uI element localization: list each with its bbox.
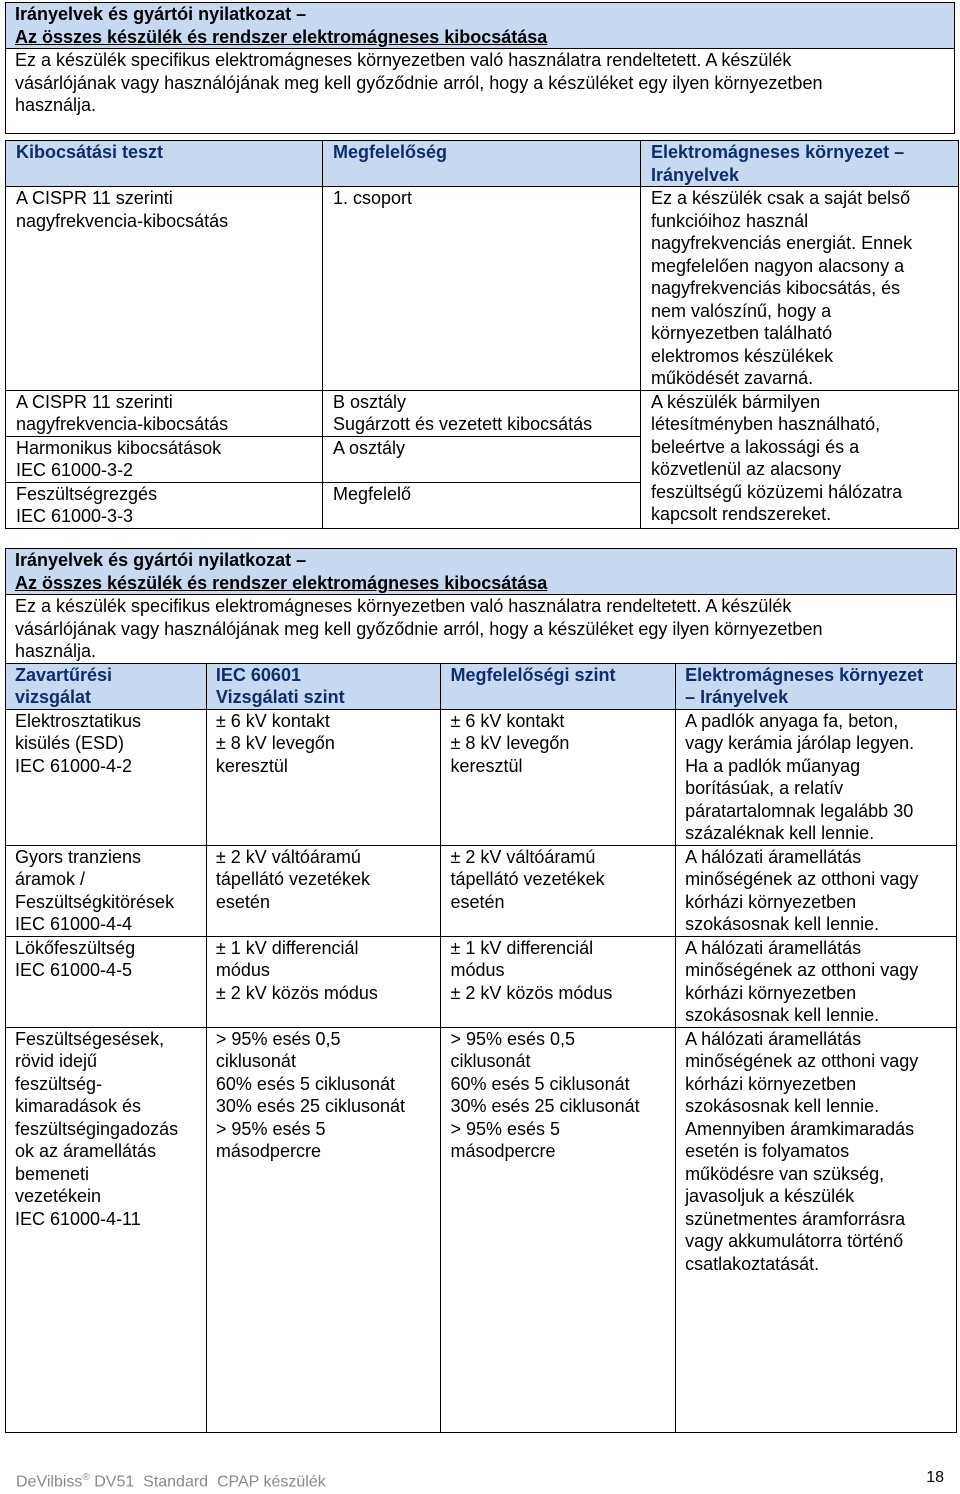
immunity-row1-environment: A padlók anyaga fa, beton, vagy kerámia járólap legyen. Ha a padlók műanyag borításúak, a relatív páratartalomnak legalább 30 százaléknak kell lennie. <box>676 709 957 845</box>
immunity-row2-environment: A hálózati áramellátás minőségének az otthoni vagy kórházi környezetben szokásosnak kell lennie. <box>676 845 957 936</box>
registered-mark: ® <box>82 1472 90 1483</box>
section1-intro-cell <box>6 49 955 134</box>
emissions-header-environment <box>641 141 959 187</box>
section2-title <box>6 549 957 595</box>
immunity-row2-iec: ± 2 kV váltóáramú tápellátó vezetékek esetén <box>206 845 441 936</box>
section1-intro: Ez a készülék specifikus elektromágneses környezetben való használatra rendeltetett. A készülék vásárlójának vagy használójának meg kell győződnie arról, hogy a készüléket egy ilyen környezetben használja. <box>15 50 823 115</box>
emissions-row2-compliance: B osztály Sugárzott és vezetett kibocsátás <box>323 390 641 436</box>
table-row <box>6 1027 957 1432</box>
emissions-row4-compliance: Megfelelő <box>323 482 641 528</box>
immunity-row1-test: Elektrosztatikus kisülés (ESD) IEC 61000-4-2 <box>6 709 207 845</box>
immunity-row3-compliance: ± 1 kV differenciál módus ± 2 kV közös módus <box>441 936 676 1027</box>
section2-intro: Ez a készülék specifikus elektromágneses környezetben való használatra rendeltetett. A készülék vásárlójának vagy használójának meg kell győződnie arról, hogy a készüléket egy ilyen környezetben használja. <box>6 595 957 664</box>
emissions-row1-environment: Ez a készülék csak a saját belső funkcióihoz használ nagyfrekvenciás energiát. Ennek megfelelően nagyon alacsony a nagyfrekvenciás kibocsátás, és nem valószínű, hogy a környezetben található elektromos készülékek működését zavarná. <box>641 187 959 391</box>
emissions-row1-test: A CISPR 11 szerinti nagyfrekvencia-kibocsátás <box>6 187 323 391</box>
emissions-header-test: Kibocsátási teszt <box>6 141 323 187</box>
immunity-row1-compliance: ± 6 kV kontakt ± 8 kV levegőn keresztül <box>441 709 676 845</box>
section2-title-line2: Az összes készülék és rendszer elektromágneses kibocsátása <box>15 572 548 593</box>
emissions-table <box>5 140 959 529</box>
emissions-row2-test: A CISPR 11 szerinti nagyfrekvencia-kibocsátás <box>6 390 323 436</box>
emissions-row4-test: Feszültségrezgés IEC 61000-3-3 <box>6 482 323 528</box>
immunity-row4-test: Feszültségesések, rövid idejű feszültség- kimaradások és feszültségingadozás ok az áramellátás bemeneti vezetékein IEC 61000-4-11 <box>6 1027 207 1432</box>
page-number: 18 <box>926 1469 944 1486</box>
immunity-row4-environment: A hálózati áramellátás minőségének az otthoni vagy kórházi környezetben szokásosnak kell lennie. Amennyiben áramkimaradás esetén is folyamatos működésre van szükség, javasoljuk a készülék szünetmentes áramforrásra vagy akkumulátorra történő csatlakoztatását. <box>676 1027 957 1432</box>
section1-title-line1: Irányelvek és gyártói nyilatkozat – <box>15 4 307 24</box>
section1-box <box>5 2 955 134</box>
emissions-header-compliance: Megfelelőség <box>323 141 641 187</box>
table-row <box>6 709 957 845</box>
immunity-header-compliance: Megfelelőségi szint <box>441 663 676 709</box>
footer-brand: DeVilbiss <box>16 1473 83 1491</box>
emissions-row3-compliance: A osztály <box>323 436 641 482</box>
section1-title <box>6 3 955 49</box>
emissions-row1-compliance: 1. csoport <box>323 187 641 391</box>
footer-product-name: DV51 Standard CPAP készülék <box>89 1473 326 1491</box>
emissions-row3-test: Harmonikus kibocsátások IEC 61000-3-2 <box>6 436 323 482</box>
emissions-header-environment-b: Irányelvek <box>651 164 740 185</box>
immunity-header-iec: IEC 60601 Vizsgálati szint <box>206 663 441 709</box>
immunity-header-test: Zavartűrési vizsgálat <box>6 663 207 709</box>
emissions-shared-environment: A készülék bármilyen létesítményben használható, beleértve a lakossági és a közvetlenül az alacsony feszültségű közüzemi hálózatra kapcsolt rendszereket. <box>641 390 959 528</box>
table-row <box>6 845 957 936</box>
section2-title-line1: Irányelvek és gyártói nyilatkozat – <box>15 550 307 570</box>
immunity-row4-compliance: > 95% esés 0,5 ciklusonát 60% esés 5 ciklusonát 30% esés 25 ciklusonát > 95% esés 5 másodpercre <box>441 1027 676 1432</box>
immunity-row3-iec: ± 1 kV differenciál módus ± 2 kV közös módus <box>206 936 441 1027</box>
emissions-header-environment-a: Elektromágneses környezet – <box>651 142 905 162</box>
section1-title-line2: Az összes készülék és rendszer elektromágneses kibocsátása <box>15 26 548 47</box>
immunity-table <box>5 548 957 1433</box>
immunity-row4-iec: > 95% esés 0,5 ciklusonát 60% esés 5 ciklusonát 30% esés 25 ciklusonát > 95% esés 5 másodpercre <box>206 1027 441 1432</box>
immunity-row2-test: Gyors tranziens áramok / Feszültségkitörések IEC 61000-4-4 <box>6 845 207 936</box>
immunity-row3-test: Lökőfeszültség IEC 61000-4-5 <box>6 936 207 1027</box>
table-row <box>6 187 959 391</box>
immunity-row2-compliance: ± 2 kV váltóáramú tápellátó vezetékek esetén <box>441 845 676 936</box>
table-row <box>6 390 959 436</box>
immunity-header-environment: Elektromágneses környezet – Irányelvek <box>676 663 957 709</box>
immunity-row3-environment: A hálózati áramellátás minőségének az otthoni vagy kórházi környezetben szokásosnak kell lennie. <box>676 936 957 1027</box>
immunity-row1-iec: ± 6 kV kontakt ± 8 kV levegőn keresztül <box>206 709 441 845</box>
table-row <box>6 936 957 1027</box>
footer-product <box>16 1467 326 1494</box>
